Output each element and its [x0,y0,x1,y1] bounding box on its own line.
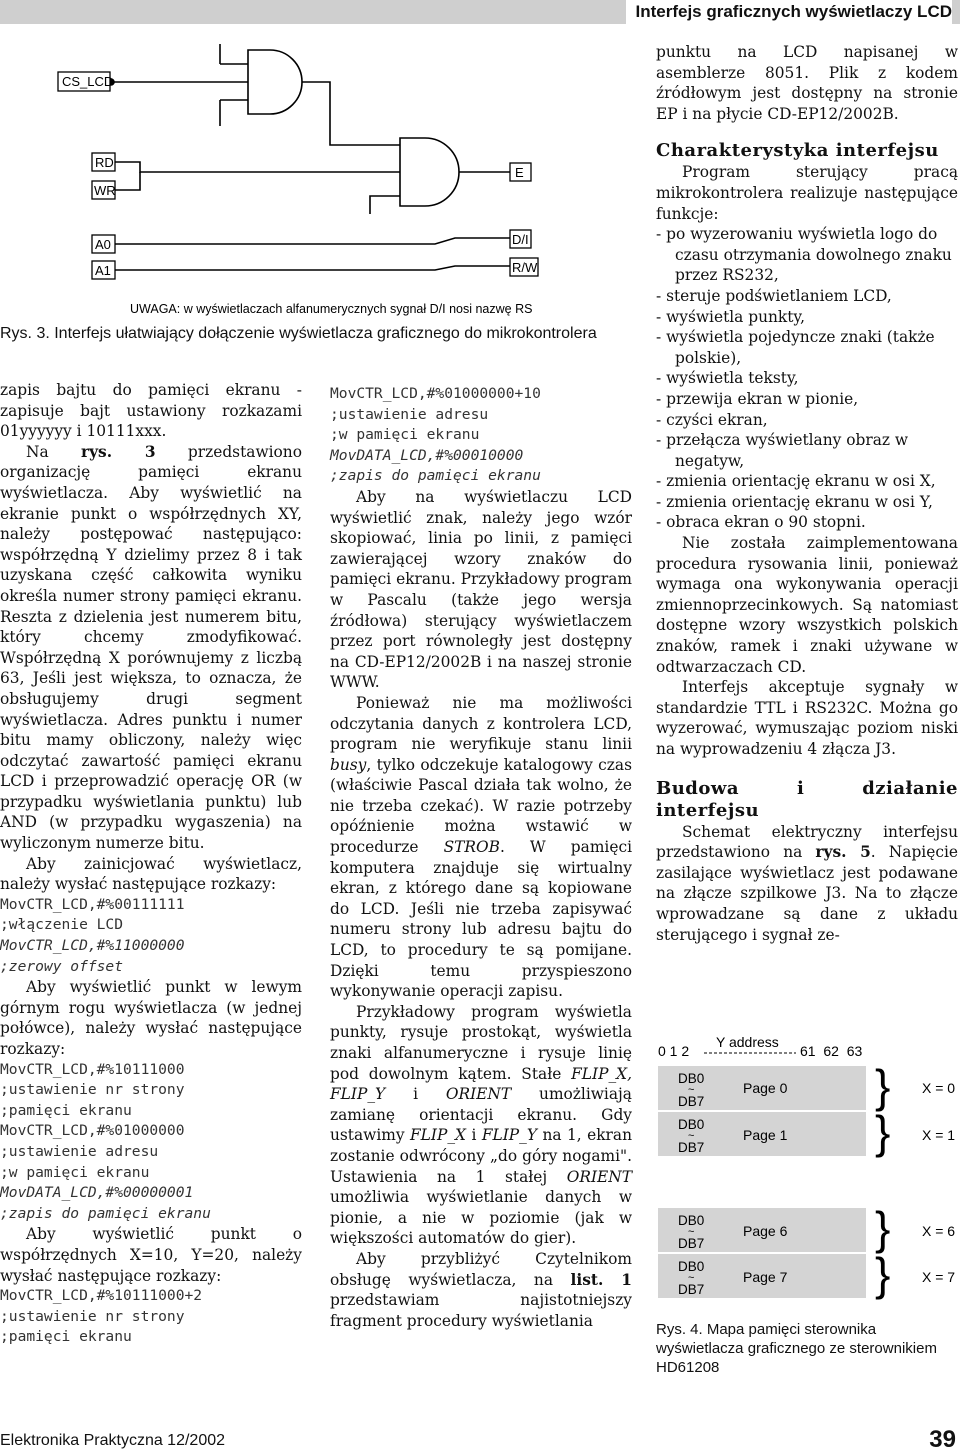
paragraph: Na rys. 3 przedstawiono organizację pamięci ekranu wyświetlacza. Aby wyświetlić na ekranie punkt o współrzędnych XY, należy postępować następująco: współrzędną Y dzielimy przez 8 i tak uzyskana część całkowita wyniku określa numer strony pamięci ekranu. Reszta z dzielenia jest numerem bitu, który chcemy zmodyfikować. Współrzędną X porównujemy z liczbą 63, Jeśli jest większa, to oznacza, że obsługujemy drugi segment wyświetlacza. Adres punktu i numer bitu mamy obliczony, należy więc odczytać zawartość pamięci ekranu LCD i przeprowadzić operację OR (w przypadku wyświetlania punktu) lub AND (w przypadku wygaszenia) na wyliczonym numerze bitu. [0,442,302,853]
paragraph: Aby przybliżyć Czytelnikom obsługę wyświetlacza, na list. 1 przedstawiam najistotniejszy fragment procedury wyświetlania [330,1249,632,1330]
paragraph: Aby wyświetlić punkt w lewym górnym rogu wyświetlacza (w jednej połówce), należy wysłać następujące rozkazy: [0,978,302,1058]
page-number: 39 [929,1426,956,1453]
section-heading: Charakterystyka interfejsu [656,140,939,162]
page-row [658,1202,955,1254]
column-2 [330,384,632,1331]
signal-cs-lcd: CS_LCD [62,74,114,89]
running-title: Interfejs graficznych wyświetlaczy LCD [626,0,953,24]
brace-icon: } [875,1060,891,1112]
y-address-label: Y address [716,1034,779,1050]
brace-icon: } [875,1202,891,1254]
signal-wr: WR [94,183,116,198]
figure-4-memory-map [650,1030,960,1305]
db7-label: DB7 [678,1140,705,1155]
paragraph: Aby wyświetlić punkt o współrzędnych X=10, Y=20, należy wysłać następujące rozkazy: [0,1225,302,1285]
tilde-icon: ~ [688,1272,695,1284]
signal-a1: A1 [95,263,111,278]
page-row [658,1106,955,1158]
code-block: MovDATA_LCD,#%00000001 ;zapis do pamięci ekranu [0,1184,211,1222]
figure-3-circuit [0,40,640,330]
y-index-right: 61 62 63 [800,1043,863,1059]
page-label: Page 0 [743,1080,788,1096]
figure-3-note: UWAGA: w wyświetlaczach alfanumerycznych sygnał D/I nosi nazwę RS [130,302,533,316]
code-block: MovCTR_LCD,#%11000000 ;zerowy offset [0,937,185,975]
db0-label: DB0 [678,1213,705,1228]
db7-label: DB7 [678,1282,705,1297]
list-item: - wyświetla pojedyncze znaki (także polskie), [656,328,935,367]
x-label: X = 6 [922,1223,956,1239]
paragraph: zapis bajtu do pamięci ekranu - zapisuje bajt ustawiony rozkazami 01yyyyyy i 10111xxx. [0,381,302,441]
paragraph: Aby na wyświetlaczu LCD wyświetlić znak, należy jego wzór skopiować, linia po linii, z pamięci zawierającej wzory znaków do pamięci ekranu. Przykładowy program w Pascalu (także jego wersja źródłowa) sterujący wyświetlaczem przez port równoległy jest dostępny na CD-EP12/2002B i na naszej stronie WWW. [330,487,633,692]
signal-e: E [515,165,524,180]
brace-icon: } [875,1106,891,1158]
brace-icon: } [875,1248,891,1300]
paragraph: Nie została zaimplementowana procedura rysowania linii, ponieważ wymaga ona wykonywania operacji zmiennoprzecinkowych. Są natomiast dostępne wzory wszystkich polskich znaków, ramek i znaki używane w odtwarzaczach CD. [656,534,958,676]
feature-list [656,224,958,533]
x-label: X = 1 [922,1127,956,1143]
signal-rw: R/W [512,260,538,275]
list-item: - po wyzerowaniu wyświetla logo do czasu otrzymania dowolnego znaku przez RS232, [656,225,952,285]
paragraph: Program sterujący pracą mikrokontrolera realizuje następujące funkcje: [656,163,958,223]
list-item: - steruje podświetlaniem LCD, [656,286,892,305]
list-item: - zmienia orientację ekranu w osi Y, [656,492,933,511]
column-3 [656,42,958,945]
list-item: - wyświetla teksty, [656,369,799,388]
signal-di: D/I [512,232,529,247]
paragraph: Schemat elektryczny interfejsu przedstawiono na rys. 5. Napięcie zasilające wyświetlacz jest podawane na złącze szpilkowe J3. Na to złącze wprowadzane są dane z układu sterującego i sygnał ze- [656,822,958,944]
tilde-icon: ~ [688,1226,695,1238]
page-row [658,1060,955,1112]
code-block: MovCTR_LCD,#%01000000+10 ;ustawienie adresu ;w pamięci ekranu [330,385,541,444]
code-block: MovCTR_LCD,#%10111000 ;ustawienie nr strony ;pamięci ekranu MovCTR_LCD,#%01000000 ;ustawienie adresu ;w pamięci ekranu [0,1060,185,1181]
code-block: MovCTR_LCD,#%00111111 ;włączenie LCD [0,895,185,934]
page-label: Page 7 [743,1269,788,1285]
db0-label: DB0 [678,1071,705,1086]
y-index-left: 0 1 2 [658,1043,690,1059]
x-label: X = 7 [922,1269,956,1285]
db7-label: DB7 [678,1236,705,1251]
paragraph: Aby zainicjować wyświetlacz, należy wysłać następujące rozkazy: [0,854,302,894]
figure-4-caption: Rys. 4. Mapa pamięci sterownika wyświetlacza graficznego ze sterownikiem HD61208 [656,1321,937,1376]
db0-label: DB0 [678,1117,705,1132]
column-1 [0,380,302,1348]
page-row [658,1248,955,1300]
list-item: - czyści ekran, [656,410,768,429]
list-item: - obraca ekran o 90 stopni. [656,513,866,532]
pages-group [658,1060,955,1300]
page-label: Page 1 [743,1127,788,1143]
paragraph: punktu na LCD napisanej w asemblerze 8051. Plik z kodem źródłowym jest dostępny na stronie EP i na płycie CD-EP12/2002B. [656,43,958,123]
paragraph: Przykładowy program wyświetla punkty, rysuje prostokąt, wyświetla znaki alfanumeryczne i rysuje linię pod dowolnym kątem. Stałe FLIP_X, FLIP_Y i ORIENT umożliwiają zamianę orientacji ekranu. Gdy ustawimy FLIP_X i FLIP_Y na 1, ekran zostanie odwrócony „do góry nogami". Ustawienia na 1 stałej ORIENT umożliwia wyświetlanie danych w pionie, a nie w poziomie (jak w większości automatów do gier). [330,1002,632,1248]
list-item: - przewija ekran w pionie, [656,389,859,408]
code-block: MovCTR_LCD,#%10111000+2 ;ustawienie nr strony ;pamięci ekranu [0,1287,203,1346]
list-item: - zmienia orientację ekranu w osi X, [656,472,936,491]
list-item: - wyświetla punkty, [656,307,805,326]
paragraph: Interfejs akceptuje sygnały w standardzie TTL i RS232C. Można go wyzerować, wymuszając poziom niski na wyprowadzeniu 4 złącza J3. [656,678,958,758]
paragraph: Ponieważ nie ma możliwości odczytania danych z kontrolera LCD, program nie weryfikuje stanu linii busy, tylko odczekuje katalogowy czas (właściwie Pascal działa tak wolno, że nie trzeba czekać). W razie potrzeby opóźnienie można wstawić w procedurze STROB. W pamięci komputera znajduje się wirtualny ekran, z którego dane są kopiowane do LCD. Jeśli nie trzeba zapisywać numeru strony lub adresu bajtu do LCD, to procedury te są pomijane. Dzięki temu przyspieszono wykonywanie operacji zapisu. [330,693,632,1001]
tilde-icon: ~ [688,1130,695,1142]
signal-rd: RD [95,155,114,170]
list-item: - przełącza wyświetlany obraz w negatyw, [656,431,909,470]
section-heading: Budowa i działanie interfejsu [656,777,958,821]
code-block: MovDATA_LCD,#%00010000 ;zapis do pamięci ekranu [330,446,541,485]
db7-label: DB7 [678,1094,705,1109]
page-label: Page 6 [743,1223,788,1239]
x-label: X = 0 [922,1080,956,1096]
tilde-icon: ~ [688,1084,695,1096]
signal-a0: A0 [95,237,111,252]
db0-label: DB0 [678,1259,705,1274]
figure-3-caption: Rys. 3. Interfejs ułatwiający dołączenie wyświetlacza graficznego do mikrokontrolera [0,325,597,342]
footer-magazine: Elektronika Praktyczna 12/2002 [0,1432,226,1449]
